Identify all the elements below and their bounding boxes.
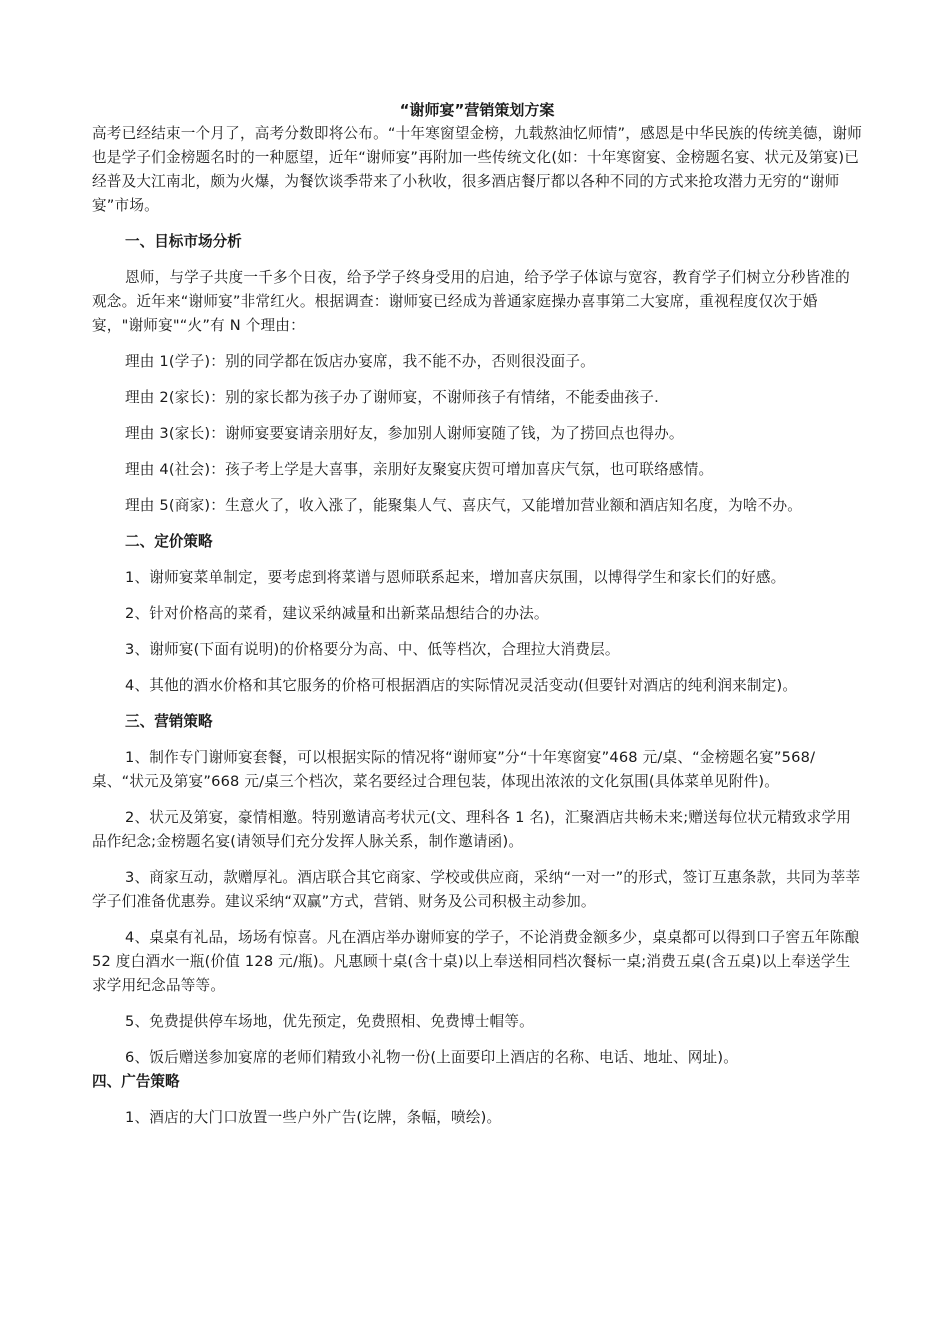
document-page [92, 98, 862, 1130]
reason-item: 理由 4(社会)：孩子考上学是大喜事，亲朋好友聚宴庆贺可增加喜庆气氛，也可联络感情。 [125, 461, 714, 478]
section-heading-advertising: 四、广告策略 [92, 1073, 180, 1090]
section-heading-pricing: 二、定价策略 [125, 533, 213, 550]
marketing-item: 1、制作专门谢师宴套餐，可以根据实际的情况将“谢师宴”分“十年寒窗宴”468 元/桌、“金榜题名宴”568/桌、“状元及第宴”668 元/桌三个档次，菜名要经过合理包装，体现出浓浓的文化氛围(具体菜单见附件)。 [92, 749, 816, 790]
document-title: “谢师宴”营销策划方案 [399, 101, 555, 119]
pricing-item: 1、谢师宴菜单制定，要考虑到将菜谱与恩师联系起来，增加喜庆氛围，以博得学生和家长们的好感。 [125, 569, 786, 586]
pricing-item: 4、其他的酒水价格和其它服务的价格可根据酒店的实际情况灵活变动(但要针对酒店的纯利润来制定)。 [125, 677, 798, 694]
reason-item: 理由 2(家长)：别的家长都为孩子办了谢师宴，不谢师孩子有情绪，不能委曲孩子. [125, 389, 659, 406]
market-analysis-paragraph: 恩师，与学子共度一千多个日夜，给予学子终身受用的启迪，给予学子体谅与宽容，教育学子们树立分秒皆准的观念。近年来“谢师宴”非常红火。根据调查：谢师宴已经成为普通家庭操办喜事第二大宴席，重视程度仅次于婚宴，"谢师宴"“火”有 N 个理由： [92, 269, 850, 334]
marketing-item: 2、状元及第宴，豪情相邀。特别邀请高考状元(文、理科各 1 名)，汇聚酒店共畅未来;赠送每位状元精致求学用品作纪念;金榜题名宴(请领导们充分发挥人脉关系，制作邀请函)。 [92, 809, 852, 850]
pricing-item: 3、谢师宴(下面有说明)的价格要分为高、中、低等档次，合理拉大消费层。 [125, 641, 620, 658]
pricing-item: 2、针对价格高的菜肴，建议采纳减量和出新菜品想结合的办法。 [125, 605, 549, 622]
section-heading-market-analysis: 一、目标市场分析 [125, 233, 242, 250]
intro-paragraph: 高考已经结束一个月了，高考分数即将公布。“十年寒窗望金榜，九载熬油忆师情”，感恩是中华民族的传统美德，谢师也是学子们金榜题名时的一种愿望，近年“谢师宴”再附加一些传统文化(如：十年寒窗宴、金榜题名宴、状元及第宴)已经普及大江南北，颇为火爆，为餐饮谈季带来了小秋收，很多酒店餐厅都以各种不同的方式来抢攻潜力无穷的“谢师宴”市场。 [92, 125, 863, 214]
reason-item: 理由 1(学子)：别的同学都在饭店办宴席，我不能不办，否则很没面子。 [125, 353, 595, 370]
reason-item: 理由 5(商家)：生意火了，收入涨了，能聚集人气、喜庆气，又能增加营业额和酒店知名度，为啥不办。 [125, 497, 803, 514]
marketing-item: 3、商家互动，款赠厚礼。酒店联合其它商家、学校或供应商，采纳“一对一”的形式，签订互惠条款，共同为莘莘学子们准备优惠券。建议采纳“双赢”方式，营销、财务及公司积极主动参加。 [92, 869, 861, 910]
reason-item: 理由 3(家长)：谢师宴要宴请亲朋好友，参加别人谢师宴随了钱，为了捞回点也得办。 [125, 425, 684, 442]
marketing-item: 5、免费提供停车场地，优先预定，免费照相、免费博士帽等。 [125, 1013, 534, 1030]
section-heading-marketing: 三、营销策略 [125, 713, 213, 730]
marketing-item: 4、桌桌有礼品，场场有惊喜。凡在酒店举办谢师宴的学子，不论消费金额多少，桌桌都可以得到口子窖五年陈酿 52 度白酒水一瓶(价值 128 元/瓶)。凡惠顾十桌(含十桌)以上奉送相同档次餐标一桌;消费五桌(含五桌)以上奉送学生求学用纪念品等等。 [92, 929, 860, 994]
advertising-item: 1、酒店的大门口放置一些户外广告(讫牌，条幅，喷绘)。 [125, 1109, 502, 1126]
marketing-item: 6、饭后赠送参加宴席的老师们精致小礼物一份(上面要印上酒店的名称、电话、地址、网址)。 [125, 1049, 739, 1066]
